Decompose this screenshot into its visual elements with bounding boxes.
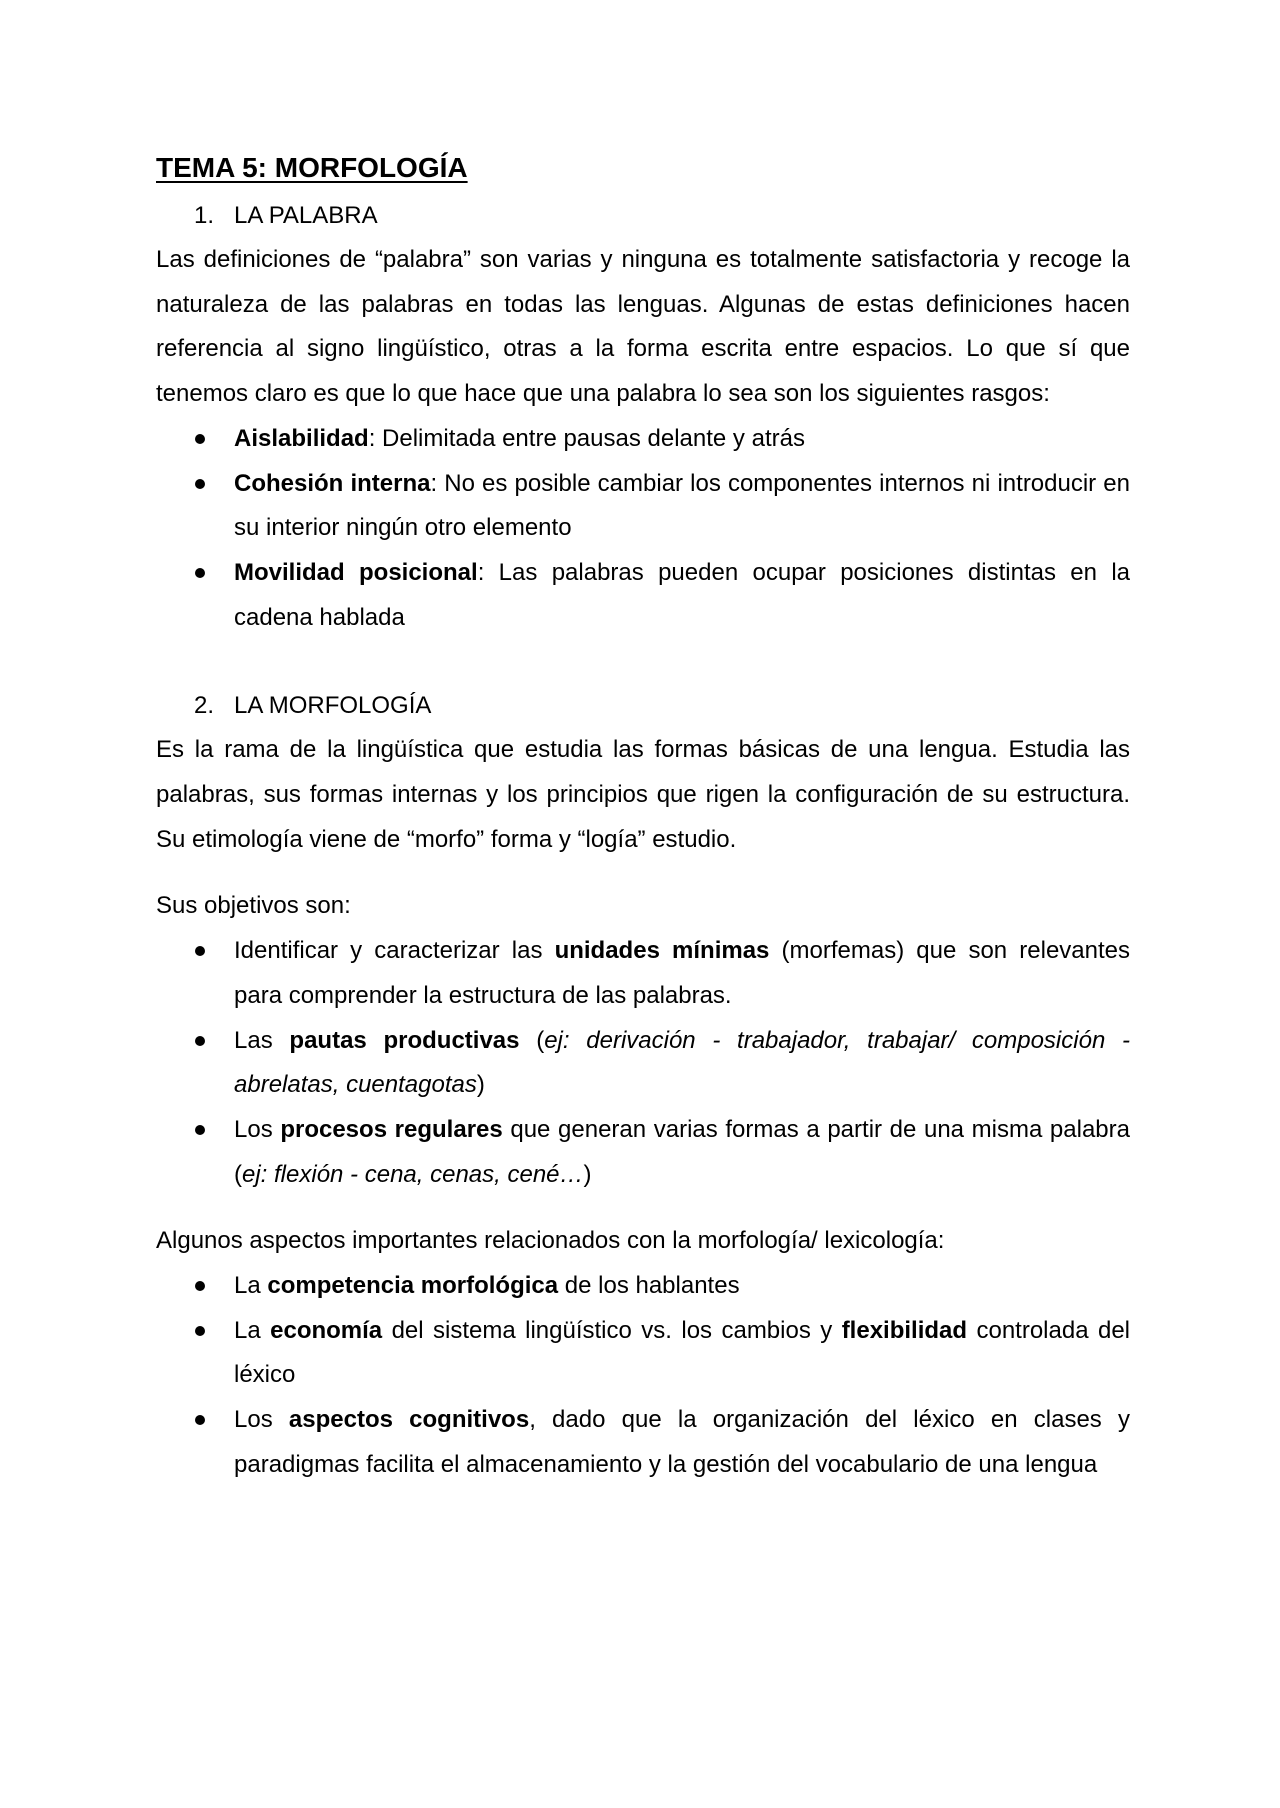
section-heading-la-morfologia [156, 684, 1130, 728]
term: procesos regulares [280, 1115, 503, 1143]
bullet-icon [195, 1281, 205, 1291]
term: Cohesión interna [234, 469, 431, 497]
list-item [156, 462, 1130, 551]
section-title: LA MORFOLOGÍA [234, 692, 432, 720]
paragraph-palabra-intro: Las definiciones de “palabra” son varias y ninguna es totalmente satisfactoria y recoge la naturaleza de las palabras en todas las lenguas. Algunas de estas definiciones hacen referencia al signo lingüístico, otras a la forma escrita entre espacios. Lo que sí que tenemos claro es que lo que hace que una palabra lo sea son los siguientes rasgos: [156, 246, 1130, 408]
bullet-icon [195, 946, 205, 956]
bullet-icon [195, 1326, 205, 1336]
list-item: La competencia morfológica de los hablantes [156, 1264, 1130, 1309]
term: aspectos cognitivos [288, 1406, 530, 1434]
definition: : No es posible cambiar los componentes internos ni introducir en su interior ningún otro elemento [234, 469, 1130, 542]
section-number: 1. [194, 202, 215, 229]
bullet-icon [195, 1036, 205, 1046]
bullet-icon [195, 434, 205, 444]
bullet-icon [195, 568, 205, 578]
rasgos-list [156, 417, 1130, 641]
section-title: LA PALABRA [234, 202, 378, 229]
document-page [156, 150, 1130, 1488]
definition: : Delimitada entre pausas delante y atrás [368, 424, 805, 452]
paragraph-morfologia-intro: Es la rama de la lingüística que estudia las formas básicas de una lengua. Estudia las palabras, sus formas internas y los principios que rigen la configuración de su estructura. Su etimología viene de “morfo” forma y “logía” estudio. [156, 736, 1130, 853]
term: economía [270, 1316, 383, 1344]
term: competencia morfológica [267, 1272, 559, 1300]
objetivos-list [156, 929, 1130, 1197]
example: ej: derivación - trabajador, trabajar/ composición - abrelatas, cuentagotas [234, 1026, 1130, 1099]
section-heading-la-palabra [156, 194, 1130, 238]
list-item: Los aspectos cognitivos, dado que la organización del léxico en clases y paradigmas facilita el almacenamiento y la gestión del vocabulario de una lengua [156, 1398, 1130, 1487]
definition: : Las palabras pueden ocupar posiciones distintas en la cadena hablada [234, 558, 1130, 631]
list-item: Los procesos regulares que generan varias formas a partir de una misma palabra (ej: flexión - cena, cenas, cené…) [156, 1108, 1130, 1197]
term: unidades mínimas [554, 937, 770, 965]
term: Movilidad posicional [234, 558, 478, 586]
example: ej: flexión - cena, cenas, cené… [242, 1160, 584, 1188]
list-item: Las pautas productivas (ej: derivación - trabajador, trabajar/ composición - abrelatas, cuentagotas) [156, 1019, 1130, 1108]
term: flexibilidad [841, 1316, 968, 1344]
term: Aislabilidad [234, 424, 369, 452]
list-item [156, 417, 1130, 462]
bullet-icon [195, 1125, 205, 1135]
paragraph-aspectos-intro: Algunos aspectos importantes relacionados con la morfología/ lexicología: [156, 1227, 945, 1255]
term: pautas productivas [289, 1026, 520, 1054]
section-number: 2. [194, 692, 215, 720]
list-item: Identificar y caracterizar las unidades mínimas (morfemas) que son relevantes para comprender la estructura de las palabras. [156, 929, 1130, 1018]
page-title: TEMA 5: MORFOLOGÍA [156, 152, 468, 183]
paragraph-objetivos-intro: Sus objetivos son: [156, 892, 351, 920]
list-item [156, 551, 1130, 640]
bullet-icon [195, 479, 205, 489]
list-item: La economía del sistema lingüístico vs. los cambios y flexibilidad controlada del léxico [156, 1309, 1130, 1398]
aspectos-list [156, 1264, 1130, 1488]
bullet-icon [195, 1415, 205, 1425]
